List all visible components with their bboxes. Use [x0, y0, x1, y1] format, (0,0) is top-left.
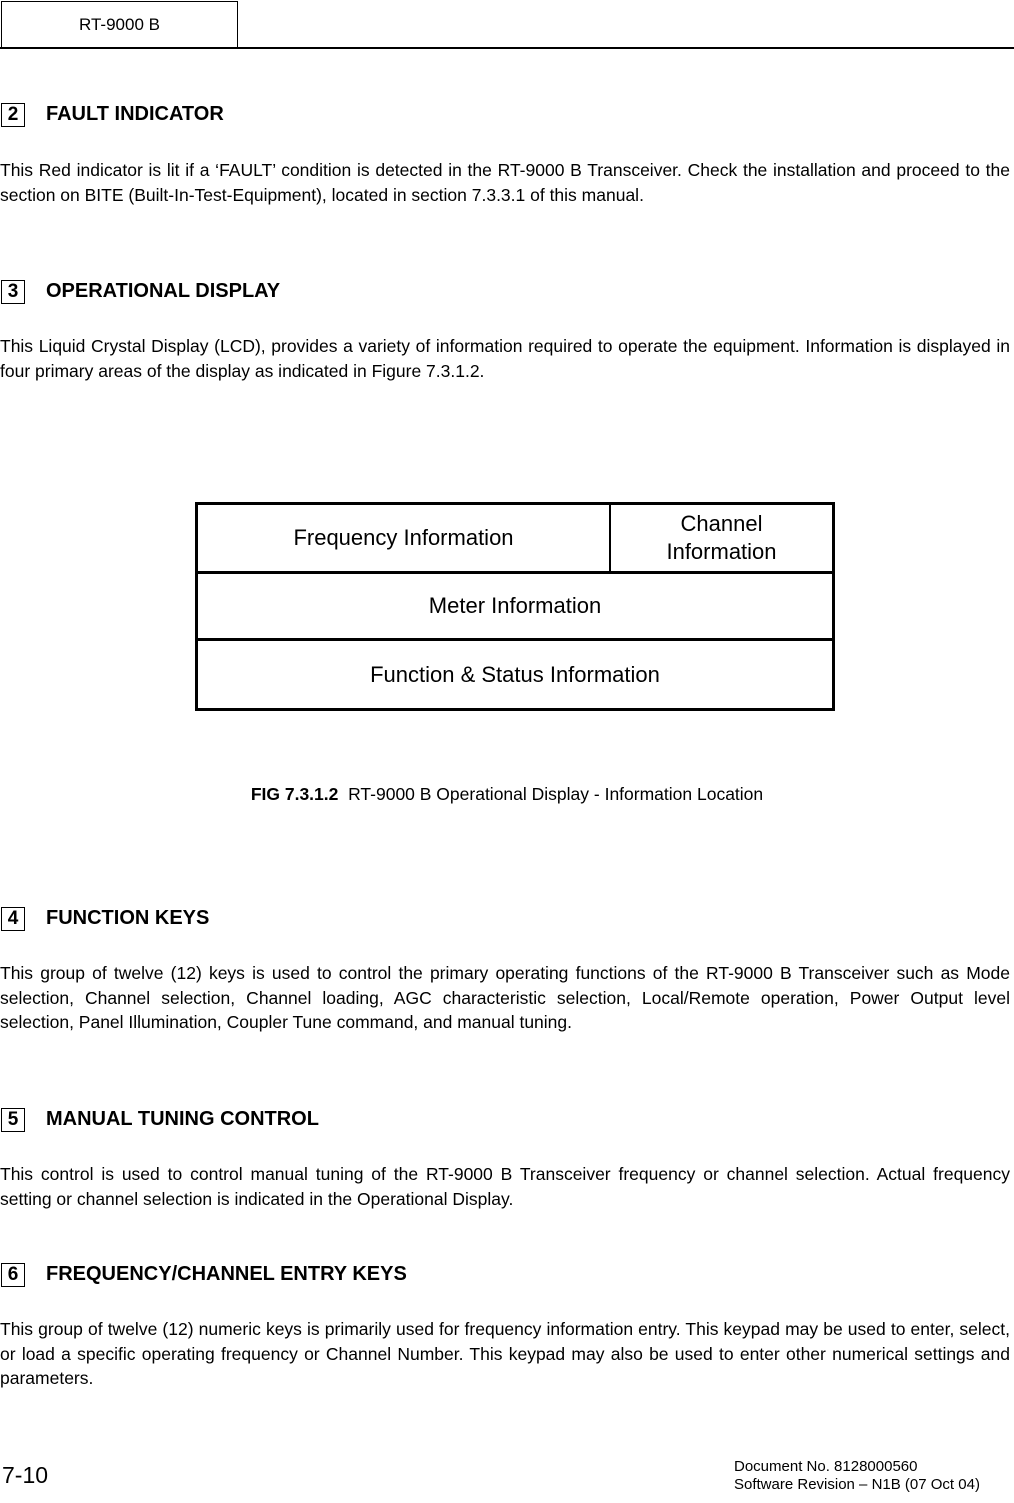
section-number-badge: 5 [1, 1108, 25, 1132]
channel-area-line-1: Channel [680, 511, 763, 536]
header-model-tab: RT-9000 B [1, 1, 238, 47]
frequency-information-area: Frequency Information [293, 525, 514, 550]
software-revision: Software Revision – N1B (07 Oct 04) [734, 1476, 980, 1493]
section-number-badge: 2 [1, 103, 25, 127]
section-4-body: This group of twelve (12) keys is used to control the primary operating functions of the RT-9000 B Transceiver such as Mode selection, Channel selection, Channel loading, AGC characteristic selection, Local/Remote operation, Power Output level selection, Panel Illumination, Coupler Tune command, and manual tuning. [0, 963, 1010, 1032]
figure-caption-label: FIG 7.3.1.2 [250, 784, 339, 804]
section-5-body: This control is used to control manual tuning of the RT-9000 B Transceiver frequency or channel selection. Actual frequency setting or channel selection is indicated in the Operational Display. [0, 1164, 1010, 1209]
page-number: 7-10 [2, 1462, 49, 1488]
section-2-body: This Red indicator is lit if a ‘FAULT’ condition is detected in the RT-9000 B Transceiver. Check the installation and proceed to the section on BITE (Built-In-Test-Equipment), located in section 7.3.3.1 of this manual. [0, 160, 1010, 205]
section-number-badge: 4 [1, 907, 25, 931]
document-number: Document No. 8128000560 [734, 1458, 918, 1475]
section-6-body: This group of twelve (12) numeric keys is primarily used for frequency information entry. This keypad may be used to enter, select, or load a specific operating frequency or Channel Number. This keypad may also be used to enter other numerical settings and parameters. [0, 1319, 1010, 1388]
channel-area-line-2: Information [666, 539, 777, 564]
section-2-heading [1, 101, 224, 128]
figure-caption-text: RT-9000 B Operational Display - Information Location [348, 784, 764, 804]
section-5-heading [1, 1106, 319, 1133]
channel-information-area [611, 505, 832, 571]
section-title: FUNCTION KEYS [46, 907, 210, 929]
section-title: OPERATIONAL DISPLAY [46, 280, 281, 302]
document-info [734, 1458, 980, 1494]
section-number-badge: 6 [1, 1263, 25, 1287]
header-rule [0, 47, 1014, 49]
figure-caption [0, 784, 1014, 805]
section-title: FREQUENCY/CHANNEL ENTRY KEYS [46, 1263, 407, 1285]
meter-information-area: Meter Information [428, 593, 602, 618]
function-status-information-area: Function & Status Information [370, 661, 660, 687]
section-title: FAULT INDICATOR [46, 103, 224, 125]
section-3-heading [1, 278, 280, 305]
section-title: MANUAL TUNING CONTROL [46, 1108, 319, 1130]
section-number-badge: 3 [1, 280, 25, 304]
lcd-layout-diagram [195, 502, 835, 711]
section-3-body: This Liquid Crystal Display (LCD), provides a variety of information required to operate the equipment. Information is displayed in four primary areas of the display as indicated in Figure 7.3.1.2. [0, 336, 1010, 381]
section-4-heading [1, 905, 209, 932]
section-6-heading [1, 1261, 407, 1288]
